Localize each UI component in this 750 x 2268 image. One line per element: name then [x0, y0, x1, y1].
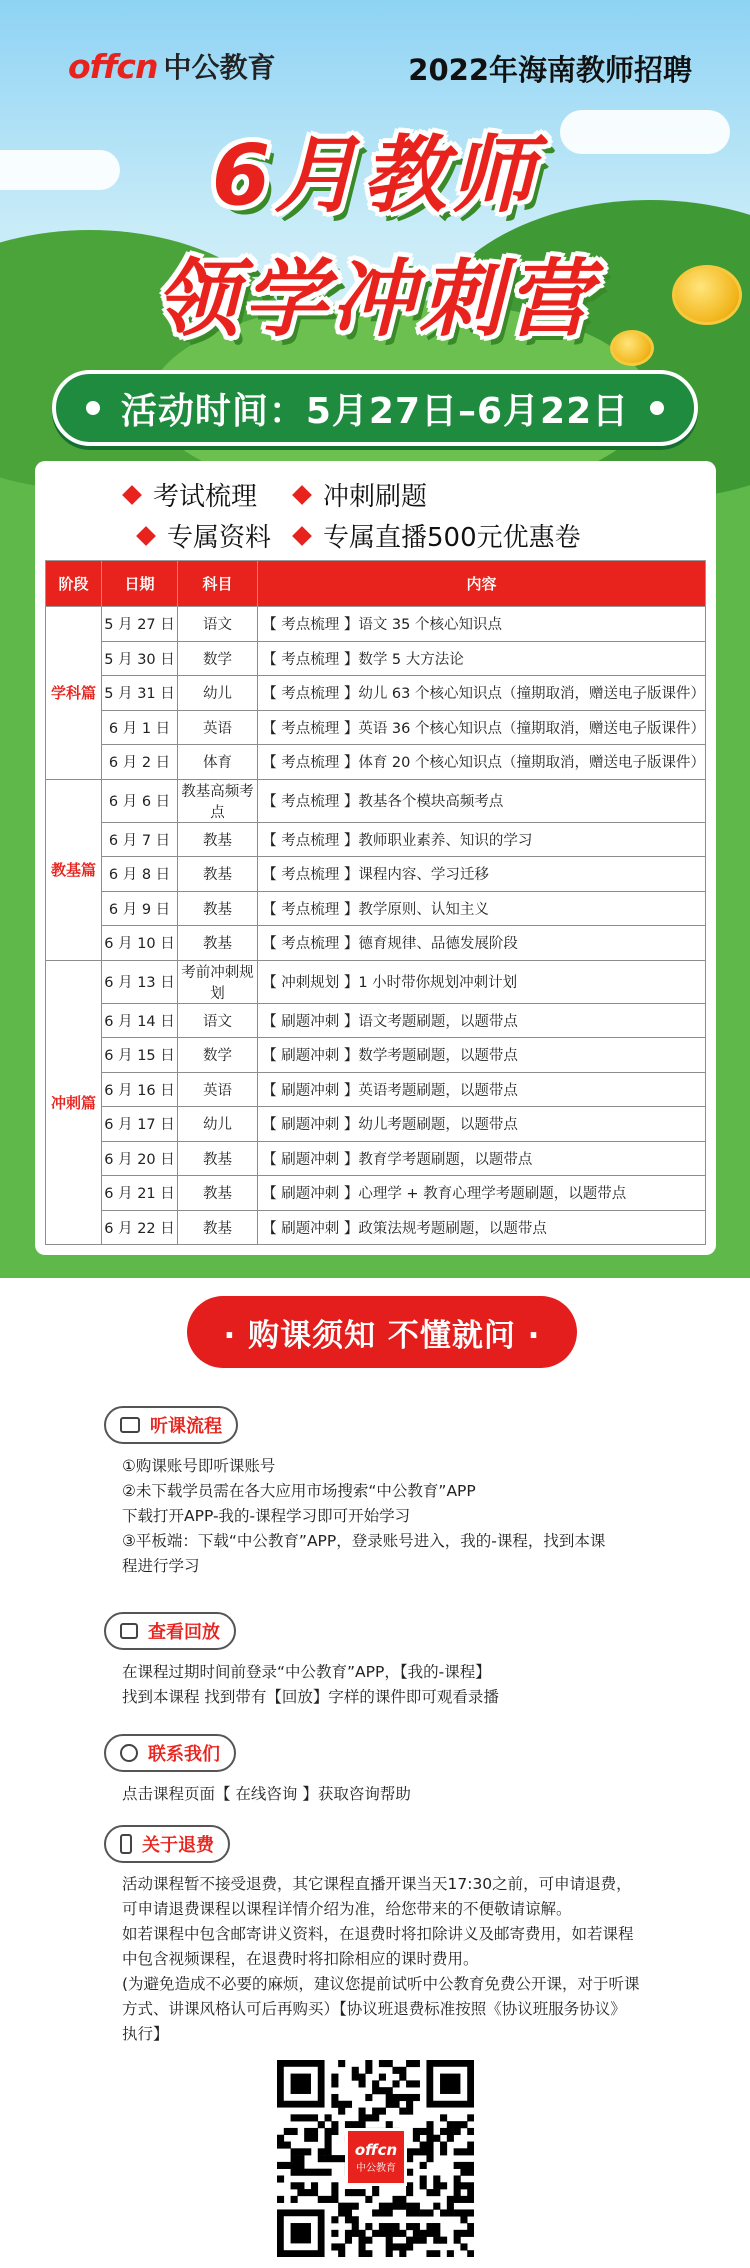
- schedule-table: [45, 560, 706, 1245]
- content-cell: 【 刷题冲刺 】政策法规考题刷题，以题带点: [258, 1210, 706, 1245]
- text-line: 下载打开APP-我的-课程学习即可开始学习: [122, 1507, 411, 1525]
- section-body-replay: [122, 1660, 662, 1710]
- schedule-card: [35, 461, 716, 1255]
- stage-cell: 学科篇: [46, 607, 102, 780]
- date-cell: 6 月 15 日: [102, 1038, 178, 1073]
- content-cell: 【 考点梳理 】幼儿 63 个核心知识点（撞期取消，赠送电子版课件）: [258, 676, 706, 711]
- subject-cell: 数学: [178, 641, 258, 676]
- content-cell: 【 考点梳理 】教学原则、认知主义: [258, 891, 706, 926]
- content-cell: 【 考点梳理 】教师职业素养、知识的学习: [258, 822, 706, 857]
- section-body-listening: [122, 1454, 662, 1579]
- qr-logo-mark: offcn: [354, 2140, 398, 2159]
- purchase-notice-banner: · 购课须知 不懂就问 ·: [187, 1296, 577, 1368]
- section-tag-listening: [104, 1406, 238, 1444]
- date-cell: 6 月 22 日: [102, 1210, 178, 1245]
- play-icon: [120, 1623, 138, 1639]
- main-title-line1: 6月教师: [211, 126, 539, 224]
- diamond-icon: [122, 485, 142, 505]
- subject-cell: 教基: [178, 891, 258, 926]
- date-cell: 6 月 6 日: [102, 779, 178, 822]
- stage-cell: 教基篇: [46, 779, 102, 960]
- text-line: ①购课账号即听课账号: [122, 1457, 276, 1475]
- text-line: 中包含视频课程，在退费时将扣除相应的课时费用。: [122, 1950, 479, 1968]
- text-line: ②未下载学员需在各大应用市场搜索“中公教育”APP: [122, 1482, 476, 1500]
- content-cell: 【 冲刺规划 】1 小时带你规划冲刺计划: [258, 960, 706, 1003]
- date-cell: 6 月 1 日: [102, 710, 178, 745]
- table-row: [46, 822, 706, 857]
- monitor-icon: [120, 1417, 140, 1433]
- table-row: [46, 1038, 706, 1073]
- content-cell: 【 刷题冲刺 】幼儿考题刷题，以题带点: [258, 1107, 706, 1142]
- table-row: [46, 1176, 706, 1211]
- feature-label: 考试梳理: [153, 482, 258, 512]
- content-cell: 【 刷题冲刺 】语文考题刷题，以题带点: [258, 1003, 706, 1038]
- content-cell: 【 考点梳理 】教基各个模块高频考点: [258, 779, 706, 822]
- qr-logo-text: 中公教育: [356, 2162, 396, 2174]
- date-cell: 6 月 21 日: [102, 1176, 178, 1211]
- date-cell: 5 月 27 日: [102, 607, 178, 642]
- subject-cell: 教基: [178, 1141, 258, 1176]
- content-cell: 【 考点梳理 】数学 5 大方法论: [258, 641, 706, 676]
- section-title: 听课流程: [150, 1416, 222, 1437]
- date-cell: 6 月 13 日: [102, 960, 178, 1003]
- section-tag-refund: [104, 1825, 230, 1863]
- section-title: 关于退费: [142, 1835, 214, 1856]
- content-cell: 【 刷题冲刺 】英语考题刷题，以题带点: [258, 1072, 706, 1107]
- activity-time-text: 活动时间：5月27日–6月22日: [120, 390, 630, 432]
- section-tag-contact: [104, 1734, 236, 1772]
- text-line: 找到本课程 找到带有【回放】字样的课件即可观看录播: [122, 1688, 499, 1706]
- diamond-icon: [136, 526, 156, 546]
- diamond-icon: [292, 485, 312, 505]
- date-cell: 6 月 2 日: [102, 745, 178, 780]
- feature-label: 冲刺刷题: [323, 482, 428, 512]
- feature-label: 专属直播500元优惠卷: [323, 523, 581, 553]
- qr-center-logo: [345, 2128, 407, 2186]
- bullet-icon: [650, 401, 664, 415]
- date-cell: 6 月 17 日: [102, 1107, 178, 1142]
- logo-mark: offcn: [68, 46, 158, 86]
- col-header-date: 日期: [102, 561, 178, 607]
- table-row: [46, 676, 706, 711]
- subject-cell: 英语: [178, 1072, 258, 1107]
- section-body-refund: [122, 1872, 662, 2047]
- subject-cell: 幼儿: [178, 1107, 258, 1142]
- content-cell: 【 刷题冲刺 】心理学 + 教育心理学考题刷题，以题带点: [258, 1176, 706, 1211]
- table-row: [46, 779, 706, 822]
- content-cell: 【 考点梳理 】英语 36 个核心知识点（撞期取消，赠送电子版课件）: [258, 710, 706, 745]
- table-row: [46, 745, 706, 780]
- col-header-stage: 阶段: [46, 561, 102, 607]
- section-tag-replay: [104, 1612, 236, 1650]
- date-cell: 5 月 31 日: [102, 676, 178, 711]
- table-row: [46, 891, 706, 926]
- qr-code: [277, 2060, 474, 2257]
- section-title: 联系我们: [148, 1744, 220, 1765]
- text-line: 方式、讲课风格认可后再购买）【协议班退费标准按照《协议班服务协议》: [122, 2000, 626, 2018]
- subject-cell: 英语: [178, 710, 258, 745]
- section-title: 查看回放: [148, 1622, 220, 1643]
- table-row: [46, 710, 706, 745]
- subject-cell: 教基: [178, 1210, 258, 1245]
- table-body: [46, 607, 706, 1245]
- feature-label: 专属资料: [167, 523, 272, 553]
- content-cell: 【 考点梳理 】语文 35 个核心知识点: [258, 607, 706, 642]
- content-cell: 【 考点梳理 】课程内容、学习迁移: [258, 857, 706, 892]
- text-line: 在课程过期时间前登录“中公教育”APP，【我的-课程】: [122, 1663, 491, 1681]
- table-row: [46, 1072, 706, 1107]
- text-line: 点击课程页面【 在线咨询 】获取咨询帮助: [122, 1785, 411, 1803]
- col-header-content: 内容: [258, 561, 706, 607]
- subject-cell: 幼儿: [178, 676, 258, 711]
- date-cell: 6 月 16 日: [102, 1072, 178, 1107]
- table-row: [46, 607, 706, 642]
- subject-cell: 考前冲刺规划: [178, 960, 258, 1003]
- table-row: [46, 926, 706, 961]
- table-row: [46, 1141, 706, 1176]
- date-cell: 6 月 7 日: [102, 822, 178, 857]
- date-cell: 6 月 8 日: [102, 857, 178, 892]
- table-row: [46, 641, 706, 676]
- logo-text: 中公教育: [163, 51, 276, 84]
- subject-cell: 教基高频考点: [178, 779, 258, 822]
- text-line: (为避免造成不必要的麻烦，建议您提前试听中公教育免费公开课，对于听课: [122, 1975, 640, 1993]
- date-cell: 6 月 10 日: [102, 926, 178, 961]
- subject-cell: 语文: [178, 607, 258, 642]
- feature-item: [125, 476, 257, 513]
- feature-item: [139, 517, 271, 554]
- subject-cell: 教基: [178, 926, 258, 961]
- date-cell: 6 月 20 日: [102, 1141, 178, 1176]
- subject-cell: 教基: [178, 857, 258, 892]
- feature-item: [295, 476, 427, 513]
- date-cell: 6 月 14 日: [102, 1003, 178, 1038]
- recruit-title: 2022年海南教师招聘: [408, 53, 692, 87]
- content-cell: 【 考点梳理 】德育规律、品德发展阶段: [258, 926, 706, 961]
- table-row: [46, 1003, 706, 1038]
- phone-icon: [120, 1834, 132, 1854]
- content-cell: 【 刷题冲刺 】数学考题刷题，以题带点: [258, 1038, 706, 1073]
- subject-cell: 教基: [178, 822, 258, 857]
- main-title-line2: 领学冲刺营: [154, 250, 595, 348]
- text-line: 程进行学习: [122, 1557, 200, 1575]
- text-line: 活动课程暂不接受退费，其它课程直播开课当天17:30之前，可申请退费，: [122, 1875, 632, 1893]
- stage-cell: 冲刺篇: [46, 960, 102, 1245]
- content-cell: 【 刷题冲刺 】教育学考题刷题，以题带点: [258, 1141, 706, 1176]
- date-cell: 6 月 9 日: [102, 891, 178, 926]
- table-row: [46, 1210, 706, 1245]
- text-line: ③平板端：下载“中公教育”APP，登录账号进入，我的-课程，找到本课: [122, 1532, 606, 1550]
- subject-cell: 体育: [178, 745, 258, 780]
- contact-icon: [120, 1744, 138, 1762]
- table-row: [46, 857, 706, 892]
- subject-cell: 教基: [178, 1176, 258, 1211]
- subject-cell: 语文: [178, 1003, 258, 1038]
- table-row: [46, 1107, 706, 1142]
- table-row: [46, 960, 706, 1003]
- col-header-subject: 科目: [178, 561, 258, 607]
- content-cell: 【 考点梳理 】体育 20 个核心知识点（撞期取消，赠送电子版课件）: [258, 745, 706, 780]
- text-line: 如若课程中包含邮寄讲义资料，在退费时将扣除讲义及邮寄费用，如若课程: [122, 1925, 634, 1943]
- bullet-icon: [86, 401, 100, 415]
- feature-item: [295, 517, 581, 554]
- date-cell: 5 月 30 日: [102, 641, 178, 676]
- offcn-logo: [68, 46, 275, 86]
- text-line: 可申请退费课程以课程详情介绍为准，给您带来的不便敬请谅解。: [122, 1900, 572, 1918]
- text-line: 执行】: [122, 2025, 169, 2043]
- section-body-contact: [122, 1782, 662, 1807]
- subject-cell: 数学: [178, 1038, 258, 1073]
- table-header-row: [46, 561, 706, 607]
- diamond-icon: [292, 526, 312, 546]
- activity-time-banner: [52, 370, 698, 446]
